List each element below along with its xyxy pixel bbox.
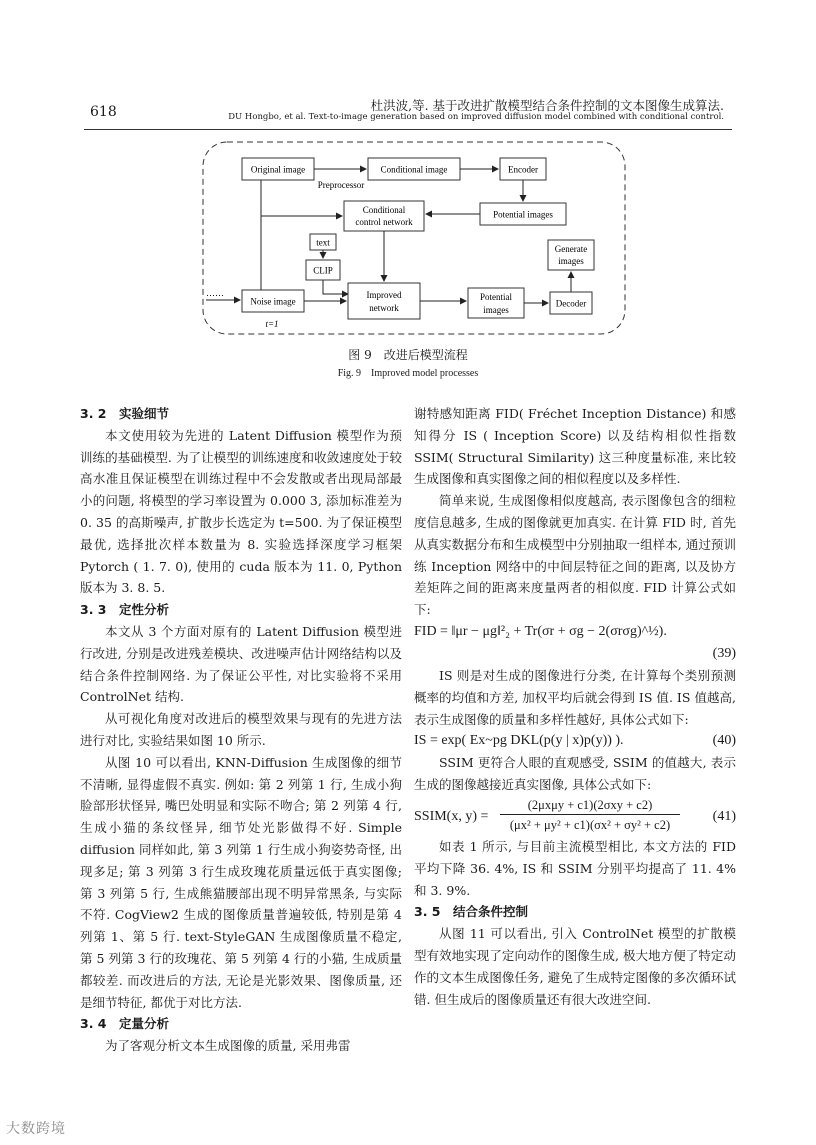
improved-network-box [348, 283, 420, 319]
potential-images-top-label: Potential images [493, 209, 553, 220]
equation-40-number: (40) [712, 733, 736, 749]
equation-41-denominator: (μx² + μy² + c1)(σx² + σy² + c2) [509, 817, 671, 832]
flow-diagram [196, 138, 630, 342]
original-image-label: Original image [250, 164, 306, 175]
clip-label: CLIP [313, 265, 333, 276]
conditional-image-label: Conditional image [380, 164, 448, 175]
equation-41-numerator: (2μxμy + c1)(2σxy + c2) [500, 796, 680, 815]
potential-images-bottom-label-2: images [483, 305, 509, 315]
section-3-4-para-1: 为了客观分析文本生成图像的质量, 采用弗雷 [105, 1038, 351, 1054]
section-3-5-title: 3. 5 结合条件控制 [414, 904, 528, 920]
table1-para: 如表 1 所示, 与目前主流模型相比, 本文方法的 FID 平均下降 36. 4%, IS 和 SSIM 分别平均提高了 11. 4% 和 3. 9%. [414, 838, 736, 898]
section-3-4-title: 3. 4 定量分析 [80, 1016, 169, 1032]
section-3-5-para-1: 从图 11 可以看出, 引入 ControlNet 模型的扩散模型有效地实现了定向动作的图像生成, 极大地方便了特定动作的文本生成图像任务, 避免了生成特定图像的多次循环试错. 但生成后的图像质量还有很大改进空间. [414, 926, 736, 1007]
ccn-label-2: control network [355, 217, 413, 227]
metrics-para: 谢特感知距离 FID( Fréchet Inception Distance) 和感知得分 IS ( Inception Score) 以及结构相似性指数 SSIM( Structural Similarity) 这三种度量标准, 来比较生成图像和真实图像之间的相似程度以及多样性. [414, 406, 736, 487]
potential-images-bottom-label-1: Potential [480, 292, 512, 302]
equation-39-number-row [414, 643, 736, 665]
watermark: 大数跨境 [6, 1121, 66, 1137]
preprocessor-label: Preprocessor [317, 180, 365, 190]
running-header-cn: 杜洪波,等. 基于改进扩散模型结合条件控制的文本图像生成算法. [370, 98, 724, 113]
equation-40 [414, 730, 736, 752]
section-3-2-para-1: 本文使用较为先进的 Latent Diffusion 模型作为预训练的基础模型. 为了让模型的训练速度和收敛速度处于较高水准且保证模型在训练过程中不会发散或者出现局部最小的问题, 将模型的学习率设置为 0.000 3, 添加标准差为 0. 35 的高斯噪声, 扩散步长选定为 t=500. 为了保证模型最优, 选择批次样本数量为 8. 实验选择深度学习框架 Pytorch ( 1. 7. 0), 使用的 cuda 版本为 11. 0, Python 版本为 3. 8. 5. [80, 427, 402, 596]
page-number: 618 [90, 104, 117, 120]
generate-images-label-2: images [558, 256, 584, 266]
header-rule [84, 129, 732, 130]
section-3-2-title: 3. 2 实验细节 [80, 406, 169, 421]
encoder-label: Encoder [508, 164, 538, 175]
fid-para: 简单来说, 生成图像相似度越高, 表示图像包含的细粒度信息越多, 生成的图像就更加真实. 在计算 FID 时, 首先从真实数据分布和生成模型中分别抽取一组样本, 通过预训练 Inception 网络中的中间层特征之间的距离, 以及协方差矩阵之间的距离来度量两者的相似度. FID 计算公式如下: [414, 493, 736, 618]
running-header-en: DU Hongbo, et al. Text-to-image generation based on improved diffusion model combined with conditional control. [228, 112, 724, 122]
text-label: text [316, 237, 330, 248]
equation-41 [414, 796, 736, 836]
ssim-para: SSIM 更符合人眼的直观感受, SSIM 的值越大, 表示生成的图像越接近真实图像, 具体公式如下: [414, 755, 736, 793]
section-3-3-title: 3. 3 定性分析 [80, 602, 169, 618]
right-column [414, 403, 736, 1010]
figure-caption-cn: 图 9 改进后模型流程 [348, 348, 468, 362]
equation-39-number: (39) [712, 645, 736, 661]
figure-caption-en: Fig. 9 Improved model processes [337, 368, 479, 379]
improved-network-label-1: Improved [366, 290, 402, 300]
dots-label: …… [206, 288, 224, 298]
equation-39 [414, 621, 736, 643]
equation-40-body: IS = exp( Ex~pg DKL(p(y | x)p(y)) ). [414, 733, 624, 749]
generate-images-label-1: Generate [554, 244, 588, 254]
equation-41-lhs: SSIM(x, y) = [414, 808, 489, 824]
equation-41-number: (41) [712, 808, 736, 824]
section-3-3-para-1: 本文从 3 个方面对原有的 Latent Diffusion 模型进行改进, 分别是改进残差模块、改进噪声估计网络结构以及结合条件控制网络. 为了保证公平性, 对比实验将不采用 ControlNet 结构. [80, 623, 402, 705]
decoder-label: Decoder [555, 298, 587, 309]
noise-image-label: Noise image [250, 296, 296, 307]
t1-label: t=1 [265, 319, 279, 329]
section-3-3-para-3: 从图 10 可以看出, KNN-Diffusion 生成图像的细节不清晰, 显得虚假不真实. 例如: 第 2 列第 1 行, 生成小狗脸部形状怪异, 嘴巴处明显和实际不吻合; 第 2 列第 4 行, 生成小猫的条纹怪异, 细节处光影做得不好. Simple diffusion 同样如此, 第 3 列第 1 行生成小狗姿势奇怪, 出现多足; 第 3 列第 3 行生成玫瑰花质量远低于真实图像; 第 3 列第 5 行, 生成熊猫腰部出现不明异常黑条, 与实际不符. CogView2 生成的图像质量普遍较低, 特别是第 4 列第 1、第 5 行. text-StyleGAN 生成图像质量不稳定, 第 5 列第 3 行的玫瑰花、第 5 列第 4 行的小猫, 生成质量都较差. 而改进后的方法, 无论是光影效果、图像质量, 还是细节特征, 都优于对比方法. [80, 754, 402, 1010]
ccn-label-1: Conditional [362, 205, 406, 215]
left-column [80, 403, 402, 1057]
equation-39-body: FID = ‖μr − μg‖²₂ + Tr(σr + σg − 2(σrσg)^½). [414, 623, 667, 639]
improved-network-label-2: network [369, 303, 399, 313]
section-3-3-para-2: 从可视化角度对改进后的模型效果与现有的先进方法进行对比, 实验结果如图 10 所示. [80, 711, 402, 748]
is-para: IS 则是对生成的图像进行分类, 在计算每个类别预测概率的均值和方差, 加权平均后就会得到 IS 值. IS 值越高, 表示生成图像的质量和多样性越好, 具体公式如下: [414, 667, 736, 727]
